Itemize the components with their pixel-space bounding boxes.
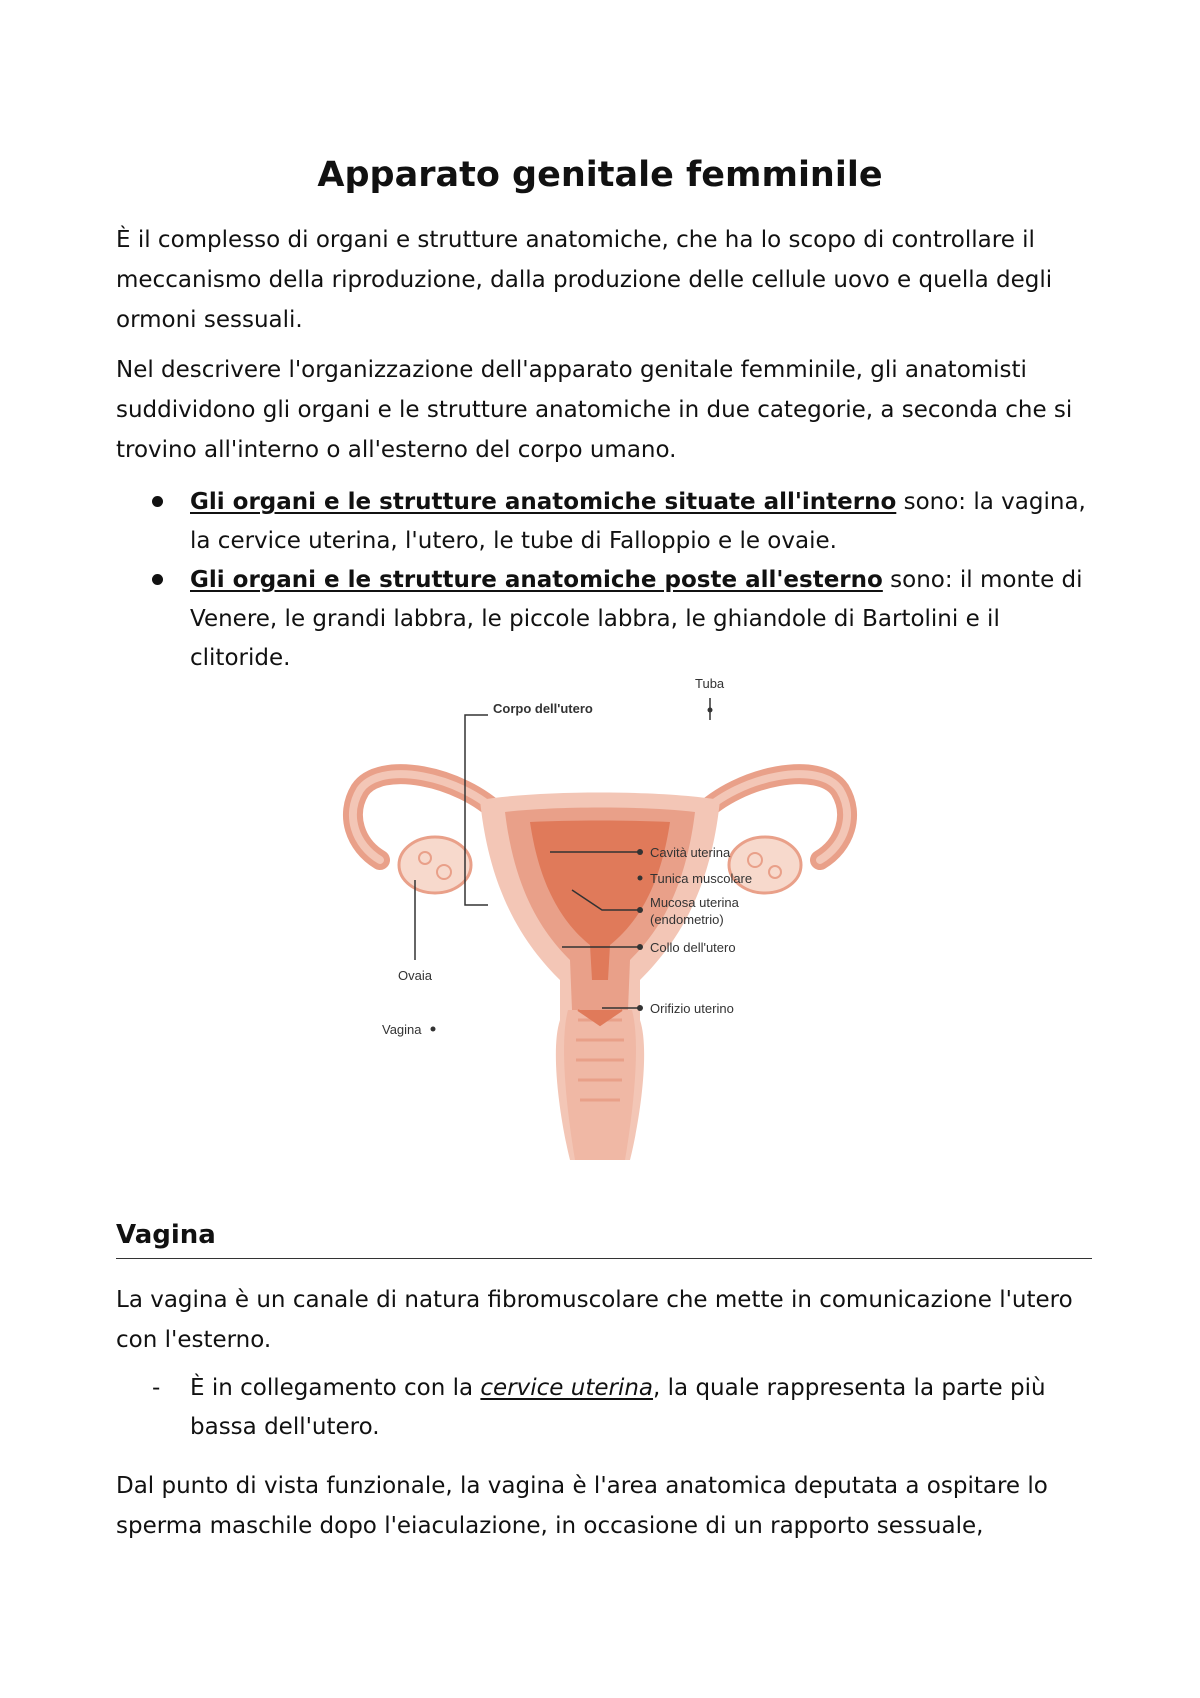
bullet-dot-icon: [152, 496, 163, 507]
organization-paragraph: Nel descrivere l'organizzazione dell'apparato genitale femminile, gli anatomisti suddividono gli organi e le strutture anatomiche in due categorie, a seconda che si trovino all'interno o all'esterno del corpo umano.: [116, 357, 1073, 463]
left-ovary: [399, 837, 471, 893]
external-organs-lead: Gli organi e le strutture anatomiche poste all'esterno: [190, 567, 883, 593]
list-item: [116, 1369, 1096, 1447]
label-cavita-uterina: Cavità uterina: [650, 845, 731, 860]
label-endometrio: (endometrio): [650, 912, 724, 927]
external-organs-text: sono: il monte di Venere, le grandi labbra, le piccole labbra, le ghiandole di Bartolini e il clitoride.: [190, 567, 1083, 671]
uterus-anatomy-figure: [340, 676, 860, 1170]
label-corpo-utero: Corpo dell'utero: [493, 701, 593, 716]
label-collo-utero: Collo dell'utero: [650, 940, 736, 955]
label-mucosa-uterina: Mucosa uterina: [650, 895, 739, 910]
dash-marker: -: [152, 1375, 161, 1401]
cervice-uterina-link-text: cervice uterina: [480, 1375, 654, 1401]
list-item: [116, 483, 1096, 561]
uterus-anatomy-diagram: [340, 676, 860, 1170]
list-item: [116, 561, 1096, 678]
dash-item-text-after: , la quale rappresenta la parte più bassa dell'utero.: [190, 1375, 1046, 1440]
page-title: Apparato genitale femminile: [317, 155, 883, 195]
section-heading-vagina: Vagina: [116, 1218, 1092, 1259]
vagina-details-list: [116, 1369, 1096, 1447]
organ-categories-list: [116, 483, 1096, 678]
functional-paragraph: Dal punto di vista funzionale, la vagina è l'area anatomica deputata a ospitare lo sperma maschile dopo l'eiaculazione, in occasione di un rapporto sessuale,: [116, 1473, 1048, 1539]
vaginal-canal: [564, 1010, 636, 1160]
dash-item-text-before: È in collegamento con la: [190, 1375, 481, 1401]
vagina-description-paragraph: La vagina è un canale di natura fibromuscolare che mette in comunicazione l'utero con l'esterno.: [116, 1287, 1073, 1353]
internal-organs-lead: Gli organi e le strutture anatomiche situate all'interno: [190, 489, 897, 515]
label-orifizio-uterino: Orifizio uterino: [650, 1001, 734, 1016]
bullet-dot-icon: [152, 574, 163, 585]
label-vagina: Vagina: [382, 1022, 422, 1037]
internal-organs-text: sono: la vagina, la cervice uterina, l'utero, le tube di Falloppio e le ovaie.: [190, 489, 1086, 554]
label-tunica-muscolare: Tunica muscolare: [650, 871, 753, 886]
intro-paragraph: È il complesso di organi e strutture anatomiche, che ha lo scopo di controllare il meccanismo della riproduzione, dalla produzione delle cellule uovo e quella degli ormoni sessuali.: [116, 227, 1053, 333]
label-ovaia: Ovaia: [398, 968, 432, 983]
label-tuba: Tuba: [695, 676, 725, 691]
